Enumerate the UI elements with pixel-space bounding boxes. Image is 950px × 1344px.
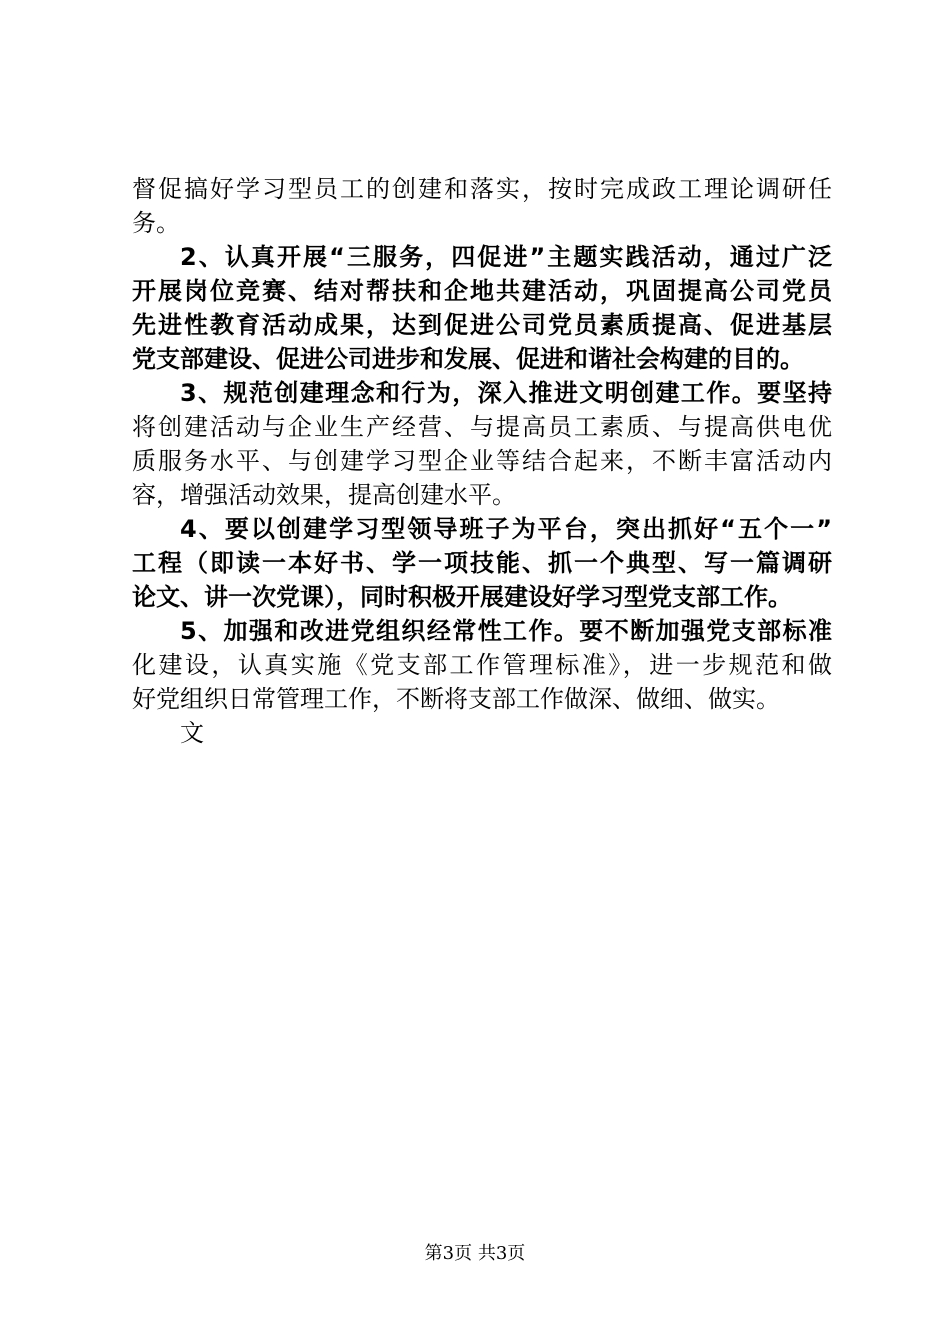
paragraph-2-line: 2、认真开展“三服务，四促进”主题实践活动，通过广泛 [180,243,832,271]
paragraph-5-line: 化建设，认真实施《党支部工作管理标准》，进一步规范和做 [132,651,832,679]
text-line: 督促搞好学习型员工的创建和落实，按时完成政工理论调研任 [132,175,832,203]
paragraph-4-line: 论文、讲一次党课），同时积极开展建设好学习型党支部工作。 [132,583,792,611]
paragraph-4-line: 工程（即读一本好书、学一项技能、抓一个典型、写一篇调研 [132,549,832,577]
page-number-footer: 第3页 共3页 [424,1243,526,1264]
paragraph-5-line: 好党组织日常管理工作，不断将支部工作做深、做细、做实。 [132,685,780,713]
trailing-text: 文 [180,719,204,747]
paragraph-2-line: 开展岗位竞赛、结对帮扶和企地共建活动，巩固提高公司党员 [132,277,832,305]
paragraph-2-line: 先进性教育活动成果，达到促进公司党员素质提高、促进基层 [132,311,832,339]
text-line: 务。 [132,209,180,237]
paragraph-3-line: 3、规范创建理念和行为，深入推进文明创建工作。要坚持 [180,379,832,407]
paragraph-3-line: 质服务水平、与创建学习型企业等结合起来，不断丰富活动内 [132,447,832,475]
paragraph-5-line: 5、加强和改进党组织经常性工作。要不断加强党支部标准 [180,617,832,645]
paragraph-4-line: 4、要以创建学习型领导班子为平台，突出抓好“五个一” [180,515,832,543]
document-body [132,172,832,750]
paragraph-2-line: 党支部建设、促进公司进步和发展、促进和谐社会构建的目的。 [132,345,804,373]
paragraph-3-line: 将创建活动与企业生产经营、与提高员工素质、与提高供电优 [132,413,832,441]
paragraph-3-line: 容，增强活动效果，提高创建水平。 [132,481,516,509]
